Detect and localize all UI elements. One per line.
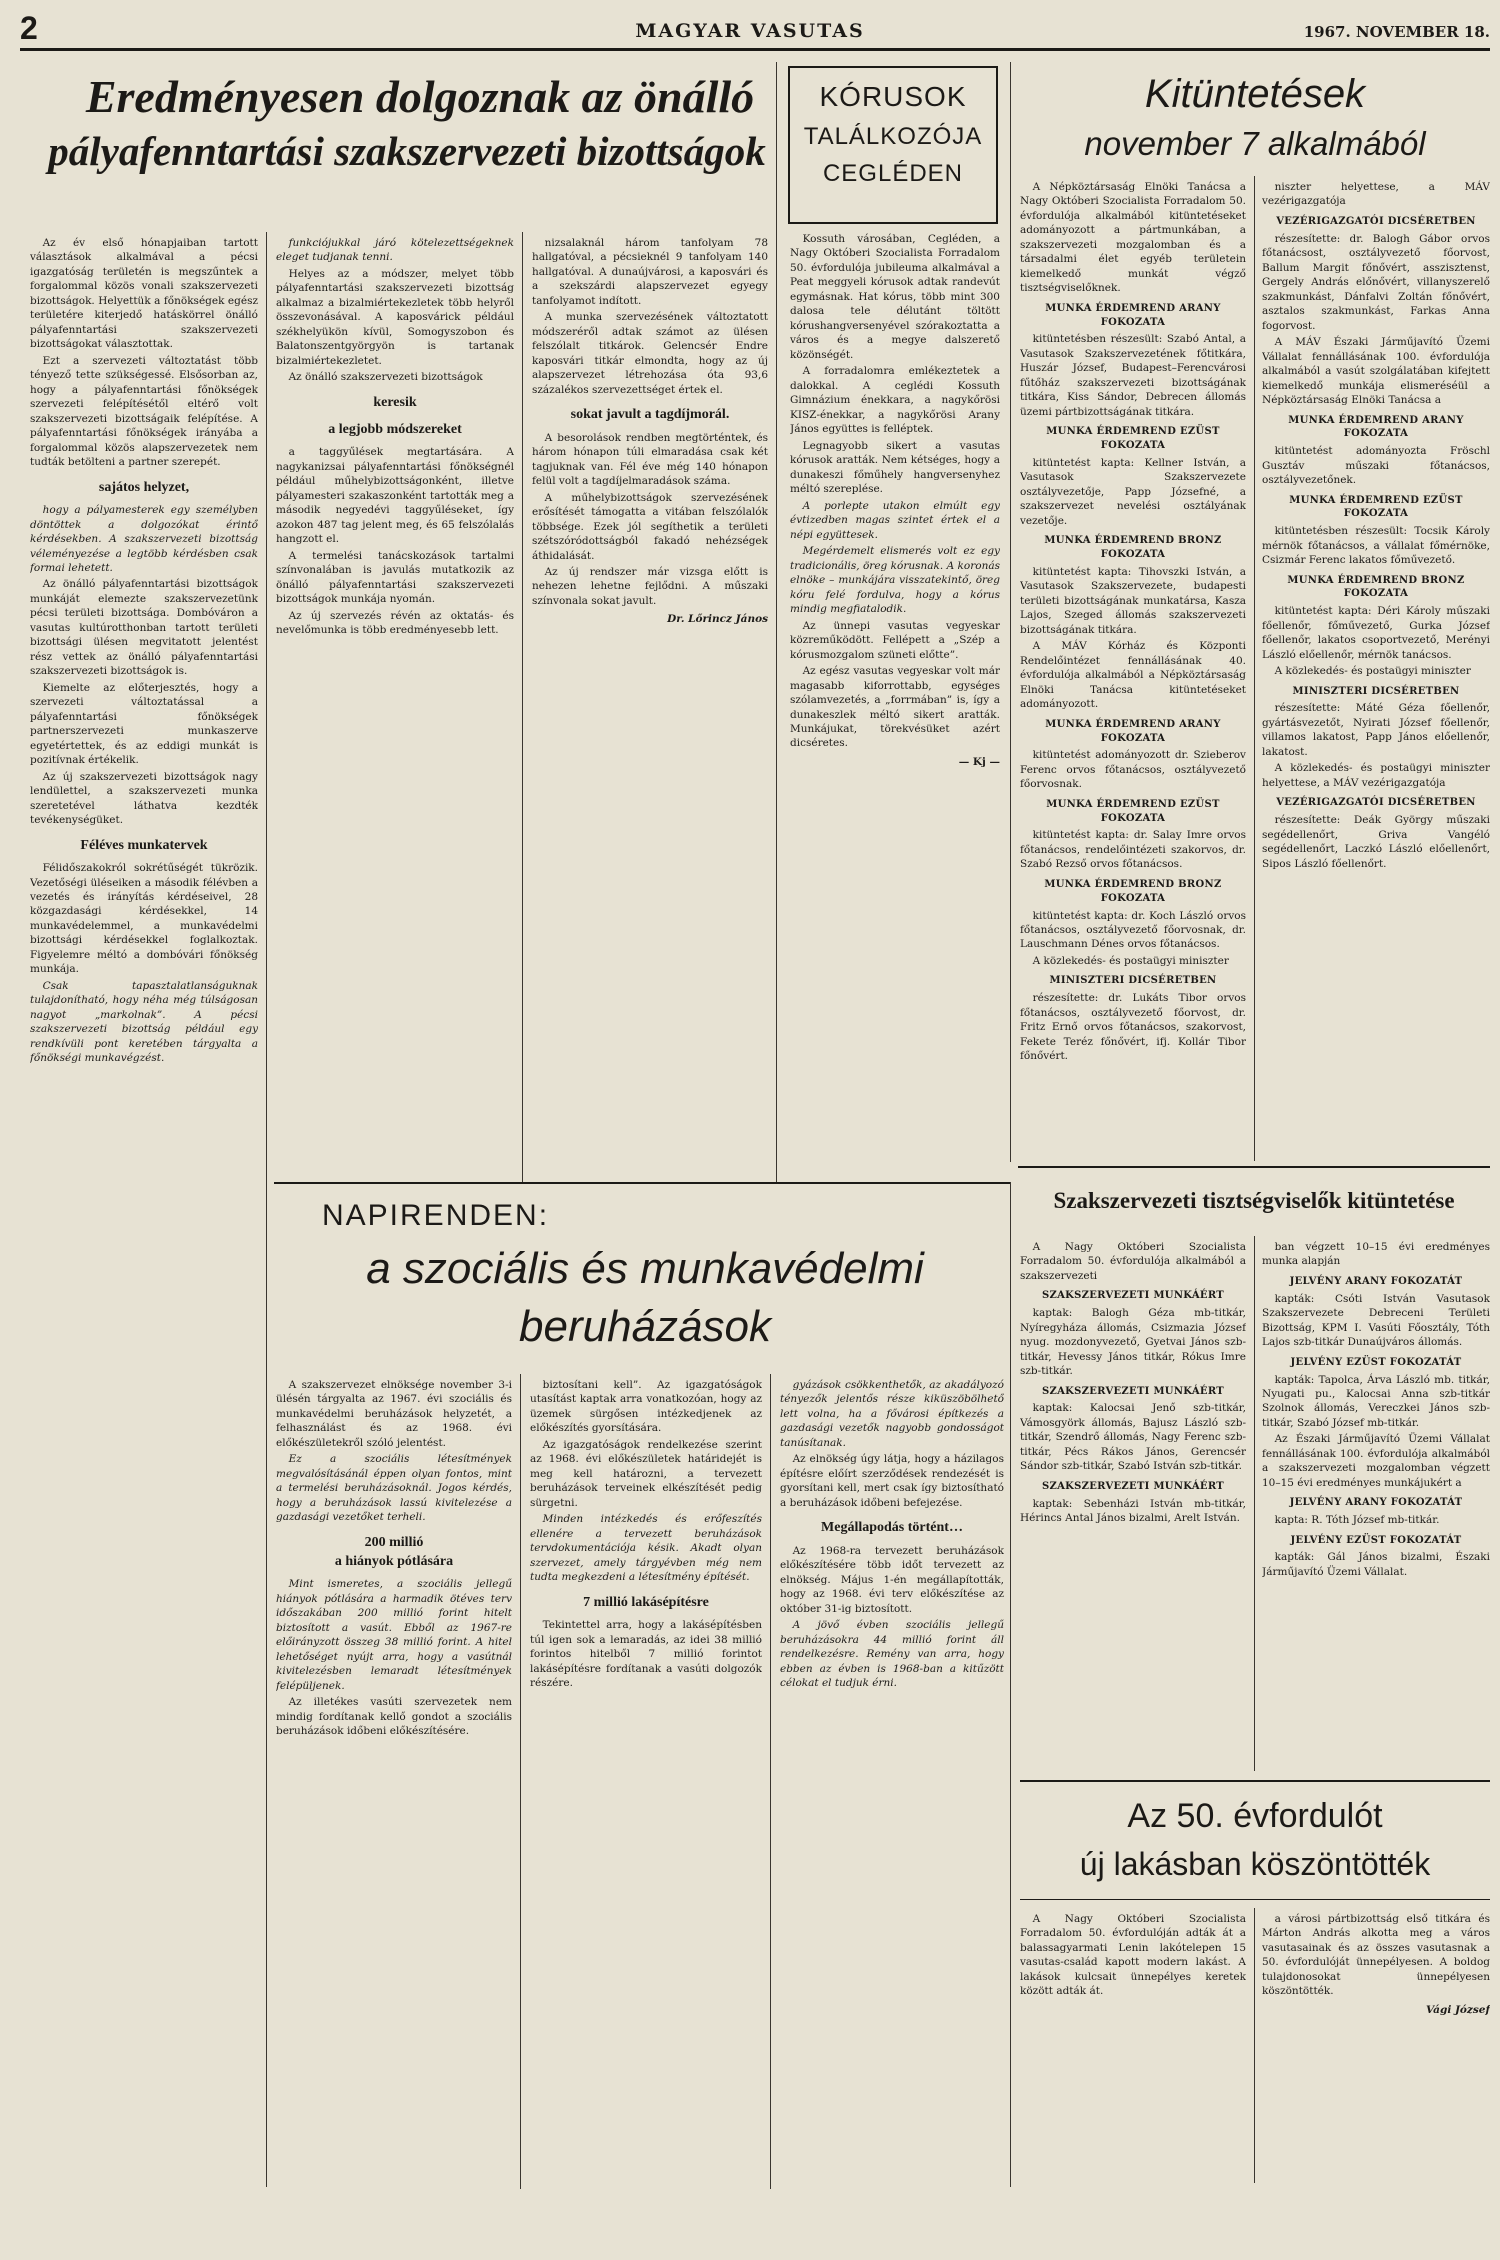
subheading: sajátos helyzet,	[98, 479, 190, 495]
byline: — Kj —	[958, 755, 1000, 768]
byline: Vági József	[1425, 2003, 1490, 2016]
award-title: SZAKSZERVEZETI MUNKÁÉRT	[1041, 1290, 1225, 1302]
award-title: MUNKA ÉRDEMREND ARANY FOKOZATA	[1288, 414, 1464, 440]
paragraph: kitüntetést adományozta Fröschl Gusztáv műszaki főtanácsos, osztályvezetőnek.	[1262, 445, 1490, 487]
award-title: MUNKA ÉRDEMREND BRONZ FOKOZATA	[1044, 535, 1222, 561]
article1-headline-line2: pályafenntartási szakszervezeti bizottságok	[48, 128, 766, 174]
paragraph: kaptak: Sebenházi István mb-titkár, Hérincs Antal János bizalmi, Arelt István.	[1020, 1497, 1246, 1525]
article1-column-3	[532, 236, 768, 1186]
paragraph: kapta: R. Tóth József mb-titkár.	[1274, 1514, 1440, 1527]
paragraph: részesítette: dr. Balogh Gábor orvos főtanácsost, osztályvezető főorvost, Ballum Margit főnővért, asszisztenst, Gergely András előnővért, villanyszerelő szakmunkást, Dánfalvi Zoltán főnővért, asztalos szakmunkást, Farkas Anna fogorvost.	[1262, 232, 1490, 332]
paragraph: kitüntetést kapta: Kellner István, a Vasutasok Szakszervezete osztályvezetője, Papp Józsefné, a szakszervezet nevelési osztályának vezetője.	[1020, 456, 1246, 527]
issue-date: 1967. NOVEMBER 18.	[1303, 23, 1490, 41]
column-divider	[770, 1374, 771, 2189]
paragraph: a taggyűlések megtartására. A nagykanizsai pályafenntartási főnökségnél például műhelybizottságonként, illetve pályamesteri szakaszonként tartották meg a második negyedévi taggyűléseket, így azokon 487 tag jelent meg, és 65 felszólalás hangzott el.	[276, 446, 514, 546]
paragraph: kapták: Gál János bizalmi, Északi Járműjavító Üzemi Vállalat.	[1262, 1551, 1490, 1578]
subheading: a hiányok pótlására	[334, 1554, 454, 1570]
award-title: VEZÉRIGAZGATÓI DICSÉRETBEN	[1276, 797, 1476, 809]
column-divider	[266, 232, 267, 2187]
subheading: 200 millió	[364, 1534, 424, 1550]
article6-column-1	[1020, 1912, 1246, 2182]
paragraph: kitüntetésben részesült: Szabó Antal, a Vasutasok Szakszervezetének főtitkára, Huszár József, Budapest–Ferencvárosi fűtőház szakszervezeti bizottságának titkára, Kiss Sándor, Debrecen állomás üzemi pártbizottságának titkára.	[1020, 333, 1246, 418]
article3-headline-line2: november 7 alkalmából	[1084, 125, 1426, 162]
paragraph: Az önálló szakszervezeti bizottságok	[288, 371, 483, 384]
paragraph: A jövő évben szociális jellegű beruházásokra 44 millió forint áll rendelkezésre. Remény van arra, hogy ebben az évben is 1968-ban a kitűzött célokat el tudjuk érni.	[780, 1619, 1004, 1690]
column-divider	[522, 232, 523, 1182]
paragraph: Az ünnepi vasutas vegyeskar közreműködött. Fellépett a „Szép a kórusmozgalom szüneti előtte”.	[790, 619, 1000, 661]
subheading: a legjobb módszereket	[328, 422, 462, 438]
page-number: 2	[20, 10, 38, 46]
subheading: Megállapodás történt…	[821, 1520, 963, 1536]
paragraph: biztosítani kell”. Az igazgatóságok utasítást kaptak arra vonatkozóan, hogy az üzemek sürgősen intézkedjenek az előkészítés gyorsítására.	[530, 1379, 762, 1435]
award-title: MINISZTERI DICSÉRETBEN	[1292, 685, 1460, 697]
award-title: JELVÉNY EZÜST FOKOZATÁT	[1290, 1356, 1462, 1368]
paragraph: A műhelybizottságok szervezésének erősítését támogatta a vitában felszólalók többsége. Ezek jól segíthetik a területi szétszóródottságból fakadó nehézségek áthidalását.	[532, 491, 768, 562]
paragraph: kitüntetést kapta: dr. Salay Imre orvos főtanácsos, rendelőintézeti szakorvos, dr. Szabó Rezső orvos főtanácsos.	[1020, 829, 1246, 871]
subheading: Féléves munkatervek	[80, 837, 208, 853]
paragraph: Kossuth városában, Cegléden, a Nagy Októberi Szocialista Forradalom 50. évfordulója jubileuma alkalmával a Peat meggyeli kórusok adtak randevút egymásnak. Hat kórus, több mint 300 dalosa tele délutánt töltött kórushangversenyével szórakoztatta a város és a megye dalszerető közönségét.	[790, 233, 1000, 361]
article2-headline-box	[788, 66, 998, 224]
article4-column-2	[530, 1378, 762, 2188]
paragraph: Kiemelte az előterjesztés, hogy a szervezeti változtatással a pályafenntartási főnökségek partnerszervezeti munkaszerve egyetértettek, és az eddigi munkát is pozitívnak értékelik.	[30, 681, 258, 767]
paragraph: A munka szervezésének változtatott módszeréről adtak számot az ülésen felszólalt titkárok. Gelencsér Endre kaposvári titkár elmondta, hogy az új alapszervezet létrehozása óta 93,6 százalékos szervezettséget értek el.	[532, 311, 768, 396]
paragraph: gyázások csökkenthetők, az akadályozó tényezők jelentős része kiküszöbölhető lett volna, ha a fővárosi építkezés a gazdasági vezetők nagyobb gondosságot tanúsítanak.	[780, 1379, 1004, 1449]
article1-column-2	[276, 236, 514, 1186]
award-title: MUNKA ÉRDEMREND EZÜST FOKOZATA	[1046, 426, 1220, 452]
paragraph: kitüntetést kapta: dr. Koch László orvos főtanácsos, osztályvezető főorvosnak, dr. Lauschmann Dénes orvos főtanácsos.	[1020, 909, 1246, 951]
column-divider	[1254, 1236, 1255, 1771]
award-title: MINISZTERI DICSÉRETBEN	[1049, 975, 1217, 987]
paragraph: kitüntetést kapta: Déri Károly műszaki főellenőr, főművezető, Gurka József főellenőr, lakatos csoportvezető, Merényi László előellenőr, mérnök tanácsos.	[1262, 605, 1490, 661]
section-rule	[1018, 1166, 1490, 1168]
paper-name: MAGYAR VASUTAS	[635, 20, 865, 42]
article5-headline: Szakszervezeti tisztségviselők kitüntetése	[1053, 1188, 1455, 1213]
award-title: MUNKA ÉRDEMREND EZÜST FOKOZATA	[1289, 494, 1463, 520]
paragraph: A közlekedés- és postaügyi miniszter helyettese, a MÁV vezérigazgatója	[1262, 762, 1490, 789]
subheading: keresik	[373, 394, 417, 410]
column-divider	[1254, 176, 1255, 1161]
award-title: MUNKA ÉRDEMREND BRONZ FOKOZATA	[1044, 878, 1222, 904]
paragraph: részesítette: Deák György műszaki segédellenőrt, Griva Vangéló segédellenőrt, Laczkó László előellenőrt, Sipos László főellenőrt.	[1262, 814, 1490, 870]
paragraph: A MÁV Északi Járműjavító Üzemi Vállalat fennállásának 100. évfordulója alkalmából a vasút szolgálatában kifejtett kiemelkedő munkája elismeréséül a Népköztársaság Elnöki Tanácsa a	[1262, 336, 1490, 407]
article4-column-1	[276, 1378, 512, 2188]
paragraph: A termelési tanácskozások tartalmi színvonalában is javulás mutatkozik az önálló pályafenntartási szakszervezeti bizottságok munkája nyomán.	[276, 549, 514, 606]
article3-column-1	[1020, 180, 1246, 1160]
paragraph: kapták: Csóti István Vasutasok Szakszervezete Debreceni Területi Bizottság, KPM I. Vasúti Főosztály, Tóth Lajos szb-titkár Dunaújváros állomás.	[1262, 1292, 1490, 1349]
award-title: SZAKSZERVEZETI MUNKÁÉRT	[1041, 1480, 1225, 1492]
paragraph: Minden intézkedés és erőfeszítés ellenére a tervezett beruházások tervdokumentációja késik. Akadt olyan szervezet, amely tárgyévben még nem tudta megkezdeni a létesítmény építését.	[530, 1513, 762, 1584]
paragraph: Ezt a szervezeti változtatást több tényező tette szükségessé. Elsősorban az, hogy a pályafenntartási főnökségek szervezeti felépítésétől eltérő volt szakszervezeti bizottságaik felépítése. A pályafenntartási főnökségek irányába a forgalommal közös alapszervezetek nem tudták betölteni a partner szerepét.	[30, 354, 258, 469]
award-title: MUNKA ÉRDEMREND EZÜST FOKOZATA	[1046, 798, 1220, 824]
paragraph: kaptak: Balogh Géza mb-titkár, Nyíregyháza állomás, Csizmazia József nyug. mozdonyvezető, Gyetvai János szb-titkár, Hevessy János titkár, Rókus Imre szb-titkár.	[1020, 1307, 1246, 1378]
paragraph: Legnagyobb sikert a vasutas kórusok aratták. Nem kétséges, hogy a dunakeszi főműhely hangversenyhez méltó szereplése.	[790, 439, 1000, 496]
paragraph: kapták: Tapolca, Árva László mb. titkár, Nyugati pu., Kalocsai Anna szb-titkár Szolnok állomás, Vereczkei János szb-titkár, Szabó József mb-titkár.	[1262, 1373, 1490, 1429]
paragraph: Az önálló pályafenntartási bizottságok munkáját elemezte szakszervezetünk pécsi területi bizottsága. Dombóváron a vasutas kultúrotthonban tartott területi bizottsági ülésen megvitatott jelentést rész vettek az önálló pályafenntartási szakszervezeti bizottságok is.	[30, 578, 258, 678]
subheading: sokat javult a tagdíjmorál.	[570, 407, 730, 423]
paragraph: kitüntetésben részesült: Tocsik Károly mérnök főtanácsos, a vállalat főmérnöke, Csizmár Ferenc lakatos főművezető.	[1262, 525, 1490, 567]
header-rule	[20, 48, 1490, 51]
article5-column-2	[1262, 1240, 1490, 1770]
paragraph: ban végzett 10–15 évi eredményes munka alapján	[1262, 1241, 1490, 1268]
paragraph: Az új rendszer már vizsga előtt is nehezen lehetne fejlődni. A műszaki színvonala sokat javult.	[532, 566, 768, 607]
article3-headline-line1: Kitüntetések	[1144, 72, 1366, 116]
paragraph: Az elnökség úgy látja, hogy a házilagos építésre előírt szerződések rendezését is gyorsítani kell, mert csak így biztosítható a beruházások időbeni befejezése.	[780, 1453, 1004, 1509]
article1-column-1	[30, 236, 258, 2186]
paragraph: Félidőszakokról sokrétűségét tükrözik. Vezetőségi üléseiken a második félévben a vezetés és irányítás kérdéseivel, 28 közgazdasági kérdésekkel, 14 munkavédelemmel, a munkavédelmi bizottsági kérdésekkel foglalkoztak. Figyelemre méltó a dombóvári főnökség munkája.	[30, 862, 258, 976]
paragraph: a városi pártbizottság első titkára és Márton András alkotta meg a város vasutasainak és az összes vasutasnak a 50. évfordulóját ünnepélyesen. A boldog tulajdonosokat ünnepélyesen köszöntötték.	[1262, 1913, 1490, 1998]
paragraph: Az igazgatóságok rendelkezése szerint az 1968. évi előkészületek határidejét is meg kell határozni, a tervezett beruházások terveinek elkészítését pedig sürgetni.	[530, 1438, 762, 1509]
paragraph: A szakszervezet elnöksége november 3-i ülésén tárgyalta az 1967. évi szociális és munkavédelmi beruházások helyzetét, a felhasználást és az 1968. évi előkészületekről szóló jelentést.	[276, 1379, 512, 1449]
paragraph: kitüntetést kapta: Tihovszki István, a Vasutasok Szakszervezete, budapesti területi bizottságának munkatársa, Kasza Lajos, Szeged állomás szakszervezeti bizottságának titkára.	[1020, 565, 1246, 636]
award-title: MUNKA ÉRDEMREND ARANY FOKOZATA	[1045, 302, 1221, 328]
paragraph: Az egész vasutas vegyeskar volt már magasabb kiforrottabb, egységes szólamvezetés, a „forrmában” is, így a dunakeszlek méltó sikert aratták. Munkájukat, törekvésüket azért dicséretes.	[790, 665, 1000, 750]
byline: Dr. Lőrincz János	[667, 613, 768, 626]
paragraph: Az illetékes vasúti szervezetek nem mindig fordítanak kellő gondot a szociális beruházások időbeni előkészítésére.	[276, 1696, 512, 1738]
paragraph: nizsalaknál három tanfolyam 78 hallgatóval, a pécsieknél 9 tanfolyam 140 hallgatóval. A dunaújvárosi, a kaposvári és a szekszárdi alapszervezet egyegy tanfolyamot indított.	[532, 237, 768, 307]
paragraph: A közlekedés- és postaügyi miniszter	[1032, 954, 1229, 967]
article3-column-2	[1262, 180, 1490, 1160]
award-title: MUNKA ÉRDEMREND BRONZ FOKOZATA	[1287, 574, 1465, 600]
paragraph: Az új szakszervezeti bizottságok nagy lendülettel, a szakszervezeti munka szeretetével láthatva kezdték tevékenységüket.	[30, 770, 258, 827]
article2-headline-line1: KÓRUSOK	[819, 81, 967, 112]
paragraph: A Nagy Októberi Szocialista Forradalom 50. évfordulója alkalmából a szakszervezeti	[1020, 1241, 1246, 1282]
article6-headline-line2: új lakásban köszöntötték	[1079, 1846, 1431, 1882]
subheading: 7 millió lakásépítésre	[583, 1594, 709, 1610]
paragraph: A besorolások rendben megtörténtek, és három hónapon túli elmaradása csak két tagjuknak van. Fél éve még 140 hónapon felül volt a tagdíjelmaradások száma.	[532, 431, 768, 488]
paragraph: Tekintettel arra, hogy a lakásépítésben túl igen sok a lemaradás, az idei 38 millió forintos hitelből 7 millió forintot lakásépítésre fordítanak a vasúti dolgozók részére.	[530, 1619, 762, 1690]
article2-headline-line3: CEGLÉDEN	[822, 160, 964, 187]
paragraph: Megérdemelt elismerés volt ez egy tradicionális, öreg kórusnak. A koronás elnöke – munkájára visszatekintő, öreg kóru felé fordulva, hogy a kórus mindig megfiatalodik.	[790, 545, 1000, 616]
section-rule	[274, 1182, 1010, 1184]
paragraph: A Népköztársaság Elnöki Tanácsa a Nagy Októberi Szocialista Forradalom 50. évfordulója alkalmából kitüntetéseket adományozott a pártmunkában, a szakszervezeti mozgalomban és a társadalmi élet egyéb területein kiemelkedő munkát végző tisztségviselőknek.	[1020, 181, 1246, 295]
paragraph: niszter helyettese, a MÁV vezérigazgatója	[1262, 181, 1490, 208]
article4-column-3	[780, 1378, 1004, 2188]
award-title: MUNKA ÉRDEMREND ARANY FOKOZATA	[1045, 718, 1221, 744]
award-title: JELVÉNY ARANY FOKOZATÁT	[1289, 1497, 1463, 1509]
paragraph: Csak tapasztalatlanságuknak tulajdonítható, hogy néha még túlságosan nagyot „markolnak”. A pécsi szakszervezeti bizottság például egy rendkívüli pont keretében tárgyalta a főnökségi munkavégzést.	[30, 979, 258, 1065]
paragraph: részesítette: dr. Lukáts Tibor orvos főtanácsos, osztályvezető főorvost, dr. Fritz Ernő orvos főtanácsos, szakorvost, Fekete Teréz főnővért, ifj. Kollár Tibor főnővért.	[1020, 992, 1246, 1063]
column-divider	[776, 62, 777, 1182]
article6-column-2	[1262, 1912, 1490, 2182]
column-divider	[1010, 1182, 1011, 2187]
paragraph: Az 1968-ra tervezett beruházások előkészítésére több időt tervezett az elnökség. Május 1-én megállapították, hogy az 1968. évi terv előkészítése az október 31-ig biztosított.	[780, 1544, 1004, 1615]
paragraph: funkciójukkal járó kötelezettségeknek eleget tudjanak tenni.	[276, 237, 514, 264]
paragraph: kaptak: Kalocsai Jenő szb-titkár, Vámosgyörk állomás, Bajusz László szb-titkár, Szendrő állomás, Nagy Ferenc szb-titkár, Pécs Rákos János, Gerencsér Sándor szb-titkár, Szabó István szb-titkár.	[1020, 1402, 1246, 1473]
paragraph: A MÁV Kórház és Központi Rendelőintézet fennállásának 40. évfordulója alkalmából a Népköztársaság Elnöki Tanácsa kitüntetéseket adományozott.	[1020, 640, 1246, 711]
paragraph: A forradalomra emlékeztetek a dalokkal. A ceglédi Kossuth Gimnázium énekkara, a nagykőrösi KISZ-énekkar, a nagykőrösi Arany János együttes is felléptek.	[790, 365, 1000, 436]
article4-headline-line1: a szociális és munkavédelmi	[366, 1244, 924, 1293]
paragraph: Az új szervezés révén az oktatás- és nevelőmunka is több eredményesebb lett.	[276, 609, 514, 637]
article4-headline-line2: beruházások	[519, 1302, 771, 1351]
paragraph: A közlekedés- és postaügyi miniszter	[1274, 665, 1471, 678]
paragraph: hogy a pályamesterek egy személyben döntöttek a dolgozókat érintő kérdésekben. A szakszervezeti bizottság véleményezése a legtöbb kérdésben csak formai lehetett.	[30, 504, 258, 574]
paragraph: Ez a szociális létesítmények megvalósításánál éppen olyan fontos, mint a termelési beruházásoknál. Jogos kérdés, hogy a beruházások lassú kivitelezése a gazdasági vezetőket terheli.	[276, 1453, 512, 1524]
award-title: JELVÉNY EZÜST FOKOZATÁT	[1290, 1534, 1462, 1546]
article6-headline-box	[1020, 1780, 1490, 1900]
article1-headline-line1: Eredményesen dolgoznak az önálló	[85, 71, 755, 122]
column-divider	[1010, 62, 1011, 1162]
article2-body	[790, 232, 1000, 1152]
paragraph: kitüntetést adományozott dr. Szieberov Ferenc orvos főtanácsos, osztályvezető főorvosnak.	[1020, 749, 1246, 791]
award-title: SZAKSZERVEZETI MUNKÁÉRT	[1041, 1385, 1225, 1397]
paragraph: részesítette: Máté Géza főellenőr, gyártásvezetőt, Nyirati József főellenőr, villamos lakatost, Papp János előellenőr, lakatost.	[1262, 702, 1490, 758]
article4-kicker: NAPIRENDEN:	[322, 1199, 550, 1232]
article6-headline-line1: Az 50. évfordulót	[1127, 1797, 1383, 1835]
paragraph: Helyes az a módszer, melyet több pályafenntartási szakszervezeti bizottság alkalmaz a bizalmiértekezletek több helyről összevonásával. A kaposvárick például székhelyükön kívül, Somogyszobon és Balatonszentgyörgyön is tartanak bizalmiértekezletet.	[276, 267, 514, 367]
paragraph: Az év első hónapjaiban tartott választások alkalmával a pécsi igazgatóság területén is megszűntek a forgalommal közös vonali szakszervezeti bizottságok. Helyettük a főnökségek egész területére kiterjedő hatáskörrel önálló pályafenntartási szakszervezeti bizottságokat választottak.	[30, 237, 258, 351]
paragraph: A porlepte utakon elmúlt egy évtizedben magas szintet értek el a népi együttesek.	[790, 499, 1000, 541]
award-title: JELVÉNY ARANY FOKOZATÁT	[1289, 1275, 1463, 1287]
column-divider	[520, 1374, 521, 2189]
paragraph: Az Északi Járműjavító Üzemi Vállalat fennállásának 100. évfordulója alkalmából a szakszervezeti mozgalomban végzett 10–15 évi eredményes munkájukért a	[1262, 1433, 1490, 1489]
column-divider	[1254, 1908, 1255, 2183]
article5-column-1	[1020, 1240, 1246, 1770]
paragraph: Mint ismeretes, a szociális jellegű hiányok pótlására a harmadik ötéves terv időszakában 200 millió forint hitelt biztosított a vasút. Ebből az 1967-re előirányzott összeg 38 millió forint. A hitel lehetőséget nyújt arra, hogy a vasútnál kivitelezésben lemaradt létesítmények felépüljenek.	[276, 1578, 512, 1692]
paragraph: A Nagy Októberi Szocialista Forradalom 50. évfordulóján adták át a balassagyarmati Lenin lakótelepen 15 vasutas-család kapott modern lakást. A lakások kulcsait ünnepélyes keretek között adták át.	[1020, 1913, 1246, 1998]
article2-headline-line2: TALÁLKOZÓJA	[803, 123, 983, 150]
award-title: VEZÉRIGAZGATÓI DICSÉRETBEN	[1276, 215, 1476, 227]
